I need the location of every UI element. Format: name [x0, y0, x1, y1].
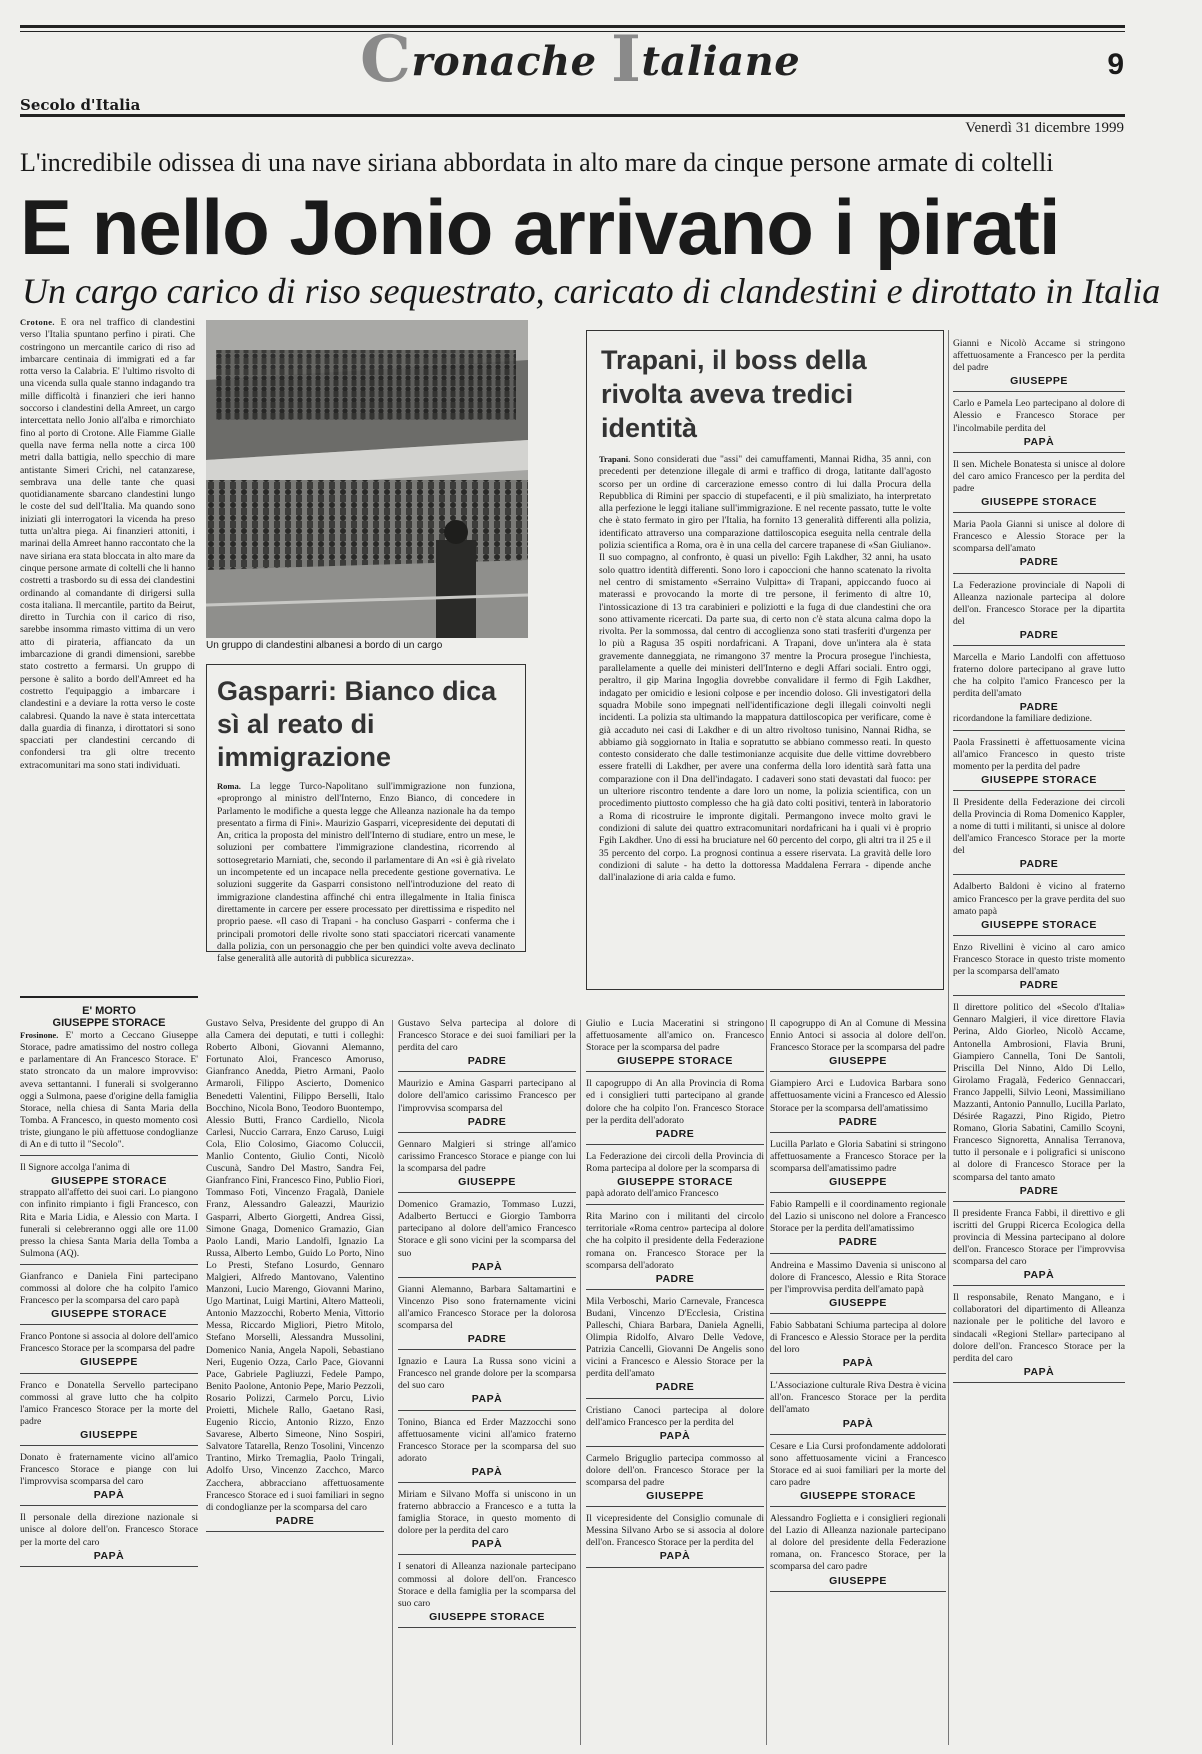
notice-text: Miriam e Silvano Moffa si uniscono in un fraterno abbraccio a Francesco e a tutta la famiglia Storace, in questo momento di dolore per la perdita del caro [398, 1489, 576, 1537]
notice-signature: PADRE [1019, 628, 1059, 641]
notice-text: E' morto a Ceccano Giuseppe Storace, padre amatissimo del nostro collega e parlamentare di An Francesco Storace. E' stato stroncato da un malore improvviso: aveva settantanni. I funerali si svolgeranno oggi a Sulmona, paese d'origine della famiglia Storace, nella chiesa di Santa Maria della Tomba. A Francesco, in questo momento così triste, giungano le più affettuose condoglianze di An e di tutto il "Secolo". [20, 1030, 198, 1151]
photo-illustration [206, 320, 528, 638]
notice-signature: PADRE [838, 1115, 878, 1128]
main-story-text: E ora nel traffico di clandestini verso l'Italia spuntano perfino i pirati. Che costringono un mercantile carico di riso ad imbarcare centinaia di immigrati ed a far rotta verso la Calabria. E' l'ultimo risvolto di una vicenda sulla quale stanno indagando tra mille difficoltà i finanzieri che ieri hanno soccorso i clandestini della Amreet, un cargo intercettata nello Jonio all'alba e rimorchiato fino al porto di Crotone. Alle Fiamme Gialle quella nave ferma nella notte a circa 100 metri dalla battigia, nello specchio di mare antistante Simeri Crichi, nel catanzarese, sembrava una delle tante che quasi quotidianamente sbarcano clandestini lungo le coste del sud dell'Italia. Ma quando sono iniziati gli interrogatori la vicenda ha preso tutta un'altra piega. Ai finanzieri attoniti, i marinai della Amreet hanno raccontato che la nave siriana era stata bloccata in alto mare da cinque persone armate di coltelli che li hanno costretti a trasbordo su di essa dei clandestini ordinando al comandante di dirigersi sulla costa italiana. Il mercantile, partito da Beirut, diretto in Turchia con il carico di riso, sarebbe insomma rimasto vittima di un vero atto di pirateria, affiancato da un imbarcazione di grandi dimensioni, sarebbe stato costretto a fermarsi. Un gruppo di persone è salito a bordo dell'Amreet ed ha costretto l'equipaggio a imbarcare i clandestini e a deviare la rotta verso le coste calabresi. Quando la nave è stata intercettata dalla guardia di finanza, i dirottatori si sono spacciati per clandestini cercando di confondersi tra gli oltre trecento extracomunitari ma sono stati individuati. [20, 317, 195, 771]
notice-text: Gianfranco e Daniela Fini partecipano commossi al dolore che ha colpito l'amico Francesco per la scomparsa del caro papà [20, 1270, 198, 1307]
notice-signature: PAPÀ [1023, 1269, 1055, 1282]
death-notice [953, 737, 1125, 791]
notice-signature: PAPÀ [471, 1393, 503, 1406]
notice-text: Carlo e Pamela Leo partecipano al dolore di Alessio e Francesco Storace per l'incolmabile perdita del [953, 398, 1125, 434]
subheadline: Un cargo carico di riso sequestrato, caricato di clandestini e dirottato in Italia [22, 271, 1161, 311]
notice-text: Domenico Gramazio, Tommaso Luzzi, Adalberto Bertucci e Giorgio Tamborra partecipano al dolore dell'amico Francesco Storace e gli sono vicini per la scomparsa del suo [398, 1199, 576, 1259]
notice-signature: PAPÀ [93, 1549, 125, 1562]
death-notice [953, 580, 1125, 646]
death-notice [953, 1292, 1125, 1383]
trapani-title: Trapani, il boss della rivolta aveva tredici identità [601, 345, 867, 443]
notice-text: Franco Pontone si associa al dolore dell'amico Francesco Storace per la scomparsa del padre [20, 1331, 198, 1355]
notice-text: L'Associazione culturale Riva Destra è vicina all'on. Francesco Storace per la perdita dell'amato [770, 1380, 946, 1416]
death-notice [586, 1513, 764, 1567]
notice-signature: PADRE [275, 1514, 315, 1527]
gasparri-text: La legge Turco-Napolitano sull'immigrazione non funziona, «proprongo al ministro dell'Interno, Enzo Bianco, di concedere in Parlamento le modifiche a questa legge che Alleanza nazionale ha da tempo presentato a firma di Fini». Maurizio Gasparri, vicepresidente dei deputati di An, critica la proposta del ministro dell'Interno di studiare, entro un mese, le soluzioni per combattere l'immigrazione clandestina, ricorrendo al sottosegretario Marniati, che, secondo il parlamentare di An «si è già rivelato un incompetente ed un incapace nella precedente gestione governativa. Le soluzioni suggerite da Gasparri consistono nell'introduzione del reato di immigrazione clandestina affinché chi entra illegalmente in Italia finisca direttamente in carcere per essere processato per direttissima e rispedito nel proprio paese. «Il caso di Trapani - ha concluso Gasparri - conferma che i principali promotori delle rivolte sono stati spacciatori ricercati vanamente dalla polizia, con un personaggio che per ben quindici volte aveva declinato false generalità alle autorità di pubblica sicurezza». [217, 781, 515, 965]
notice-signature: GIUSEPPE [829, 1574, 887, 1587]
death-notice [20, 1512, 198, 1566]
notice-text: Mila Verboschi, Mario Carnevale, Francesca Budani, Vincenzo D'Ecclesia, Cristina Palleschi, Chiara Barbara, Daniela Agnelli, Olimpia Ridolfo, Alvaro Delle Vedove, Patrizia Cancelli, Giovanni De Angelis sono vicini a Francesco e Alessio Storace per la perdita dell'amato [586, 1295, 764, 1380]
death-notice [953, 797, 1125, 876]
notice-text: La Federazione dei circoli della Provincia di Roma partecipa al dolore per la scomparsa di [586, 1150, 764, 1174]
notice-text: Andreina e Massimo Davenia si uniscono al dolore di Francesco, Alessio e Rita Storace per l'improvvisa perdita dell'amato papà [770, 1259, 946, 1295]
death-notice [586, 1296, 764, 1399]
notice-signature: PADRE [1019, 1184, 1059, 1197]
notice-text: Il presidente Franca Fabbi, il direttivo e gli iscritti del Gruppi Ricerca Ecologica della provincia di Messina partecipano al dolore dell'on. Francesco Storace per l'improvvisa scomparsa del caro [953, 1207, 1125, 1268]
death-notice [770, 1260, 946, 1314]
death-notice [586, 1211, 764, 1290]
notice-signature: GIUSEPPE STORACE [617, 1055, 733, 1068]
kicker: L'incredibile odissea di una nave siriana abbordata in alto mare da cinque persone armate di coltelli [20, 148, 1054, 177]
notice-extra: ricordandone la familiare dedizione. [953, 713, 1093, 725]
notice-signature: GIUSEPPE [80, 1356, 138, 1369]
death-notice [20, 1005, 198, 1156]
death-notice [770, 1513, 946, 1592]
notice-signature: PADRE [655, 1127, 695, 1140]
notice-text: Ignazio e Laura La Russa sono vicini a Francesco nel grande dolore per la scomparsa del suo caro [398, 1356, 576, 1392]
notice-text: Gennaro Malgieri si stringe all'amico carissimo Francesco Storace e piange con lui la scomparsa del padre [398, 1138, 576, 1174]
notice-text: Il capogruppo di An al Comune di Messina Ennio Antoci si associa al dolore dell'on. Francesco Storace per la scomparsa del padre [770, 1018, 946, 1054]
notice-signature: PAPÀ [471, 1260, 503, 1273]
notice-text: Il sen. Michele Bonatesta si unisce al dolore del caro amico Francesco per la perdita del padre [953, 458, 1125, 494]
death-notice [398, 1356, 576, 1410]
death-notice [398, 1139, 576, 1193]
notice-text: Paola Frassinetti è affettuosamente vicina all'amico Francesco in questo triste momento per la perdita del padre [953, 736, 1125, 772]
death-notice [398, 1284, 576, 1350]
death-notice [20, 1331, 198, 1373]
notice-text: La Federazione provinciale di Napoli di Alleanza nazionale partecipa al dolore dell'on. Francesco Storace per la dipartita del [953, 579, 1125, 627]
notice-signature: PAPÀ [1023, 435, 1055, 448]
notice-text: Il vicepresidente del Consiglio comunale di Messina Silvano Arbo se si associa al dolore dell'on. Francesco Storace per la perdita del [586, 1513, 764, 1549]
notice-signature: PADRE [1019, 556, 1059, 569]
notice-signature: PAPÀ [659, 1550, 691, 1563]
main-story-body [20, 316, 195, 986]
notice-signature: GIUSEPPE STORACE [617, 1176, 733, 1189]
notice-signature: PAPÀ [842, 1417, 874, 1430]
dateline: Crotone. [20, 317, 55, 327]
death-notice [398, 1489, 576, 1555]
death-notice [953, 1002, 1125, 1202]
death-notice [20, 1162, 198, 1265]
notice-dateline: Frosinone. [20, 1030, 59, 1041]
death-notice [20, 1452, 198, 1506]
notice-text: Il Signore accolga l'anima di [20, 1162, 130, 1174]
notice-text: Il responsabile, Renato Mangano, e i collaboratori del dipartimento di Alleanza nazionale per le politiche del lavoro e sindacali «Regioni Stellar» partecipano al dolore dell'on. Francesco Storace per la perdita del caro [953, 1292, 1125, 1364]
notices-column-right [953, 338, 1125, 1748]
notice-signature: PADRE [655, 1272, 695, 1285]
death-notice [770, 1139, 946, 1193]
notice-text: Adalberto Baldoni è vicino al fraterno amico Francesco per la grave perdita del suo amato papà [953, 881, 1125, 917]
notices-column-2 [206, 1018, 384, 1750]
gasparri-body [217, 780, 515, 980]
death-notice [770, 1199, 946, 1253]
notice-signature: GIUSEPPE [80, 1428, 138, 1441]
notice-text: Maria Paola Gianni si unisce al dolore di Francesco e Alessio Storace per la scomparsa dell'amato [953, 519, 1125, 555]
masthead-rule [20, 114, 1125, 117]
notice-extra: papà adorato dell'amico Francesco [586, 1188, 719, 1200]
death-notice [586, 1018, 764, 1072]
death-notice [398, 1417, 576, 1483]
issue-date: Venerdì 31 dicembre 1999 [965, 120, 1124, 136]
notice-text: Carmelo Briguglio partecipa commosso al dolore dell'on. Francesco Storace per la scomparsa del padre [586, 1452, 764, 1488]
column-separator [580, 1020, 581, 1745]
gasparri-box [206, 664, 526, 965]
notice-signature: PAPÀ [842, 1357, 874, 1370]
notice-signature: GIUSEPPE [458, 1176, 516, 1189]
notice-text: Maurizio e Amina Gasparri partecipano al dolore dell'amico carissimo Francesco per l'improvvisa scomparsa del [398, 1078, 576, 1114]
notice-text: Rita Marino con i militanti del circolo territoriale «Roma centro» partecipa al dolore che ha colpito il presidente della Federazione romana on. Francesco Storace per la scomparsa dell'adorato [586, 1211, 764, 1271]
column-separator [948, 330, 949, 1745]
notice-text: Cesare e Lia Cursi profondamente addolorati sono affettuosamente vicini a Francesco Storace ed ai suoi familiari per la morte del caro padre [770, 1440, 946, 1488]
notice-signature: PAPÀ [93, 1489, 125, 1502]
death-notice [953, 652, 1125, 731]
notice-text: Enzo Rivellini è vicino al caro amico Francesco Storace in questo triste momento per la scomparsa dell'amato [953, 941, 1125, 978]
notice-text: Il personale della direzione nazionale si unisce al dolore dell'on. Francesco Storace per la morte del caro [20, 1512, 198, 1548]
notice-signature: GIUSEPPE [829, 1176, 887, 1189]
notice-signature: PADRE [1019, 858, 1059, 871]
death-notice [953, 398, 1125, 452]
death-notice [586, 1453, 764, 1507]
notice-extra: strappato all'affetto dei suoi cari. Lo piangono con infinito rimpianto i figli Francesco, con Rita e Maria Lidia, e Alessio con Marta. I funerali si celebreranno oggi alle ore 11.00 presso la chiesa Santa Maria della Tomba a Sulmona (AQ). [20, 1187, 198, 1259]
notice-text: I senatori di Alleanza nazionale partecipano commossi al dolore dell'on. Francesco Storace e della famiglia per la scomparsa del suo caro [398, 1561, 576, 1609]
notice-signature: GIUSEPPE STORACE [981, 496, 1097, 509]
notice-text: Gustavo Selva, Presidente del gruppo di An alla Camera dei deputati, e tutti i colleghi: Roberto Alboni, Giovanni Alemanno, Fortunato Aloi, Francesco Amoruso, Gianfranco Anedda, Pietro Armani, Paolo Armaroli, Filippo Ascierto, Domenico Benedetti Valentini, Filippo Berselli, Italo Bocchino, Nicola Bono, Teodoro Buontempo, Alessio Butti, Franco Cardiello, Nicola Carlesi, Nuccio Carrara, Enzo Caruso, Luigi Cola, Elio Colosimo, Giacomo Coluccii, Manlio Contento, Giulio Conti, Nicolò Cuscunà, Sandro Del Mastro, Sandra Fei, Gianfranco Fini, Francesco Fino, Publio Fiori, Tommaso Foti, Vincenzo Fragalà, Daniele Franz, Alessandro Galeazzi, Maurizio Gasparri, Alberto Giorgetti, Andrea Gissi, Simone Gnaga, Domenico Gramazio, Gian Paolo Landi, Mario Landolfi, Ignazio La Russa, Alberto Lembo, Guido Lo Porto, Nino Lo Presti, Stefano Losurdo, Gennaro Malgieri, Alfredo Mantovano, Valentino Manzoni, Lucio Marengo, Giovanni Marino, Ugo Martinat, Luigi Martini, Altero Matteoli, Antonio Mazzocchi, Roberto Menia, Vittorio Messa, Riccardo Migliori, Pietro Mitolo, Stefano Morselli, Alessandra Mussolini, Domenico Nania, Angela Napoli, Sebastiano Neri, Eugenio Ozza, Carlo Pace, Giovanni Pace, Gabriele Pagliuzzi, Fedele Pampo, Benito Paolone, Antonio Pepe, Mario Pezzoli, Rosario Polizzi, Carmelo Porcu, Livio Proietti, Michele Rallo, Gaetano Rasi, Eugenio Riccio, Antonio Rizzo, Enzo Savarese, Alberto Simeone, Nino Sospiri, Salvatore Tatarella, Renzo Tosolini, Vincenzo Trantino, Mirko Tremaglia, Paolo Tringali, Adolfo Urso, Vincenzo Zacchco, Marco Zacchera, abbracciano affettuosamente Francesco Storace ed i suoi familiari in segno di condoglianze per la scomparsa del caro [206, 1018, 384, 1513]
notice-signature: PAPÀ [471, 1465, 503, 1478]
divider [20, 996, 198, 998]
death-notice [770, 1441, 946, 1507]
notice-signature: GIUSEPPE [829, 1296, 887, 1309]
notice-signature: PADRE [1019, 701, 1059, 714]
notice-signature: GIUSEPPE STORACE [981, 918, 1097, 931]
section-title: Cronache Italiane [360, 22, 801, 97]
notice-text: Alessandro Foglietta e i consiglieri regionali del Lazio di Alleanza nazionale partecipano al dolore del presidente della Federazione romana, on. Francesco Storace, per la scomparsa del caro padre [770, 1513, 946, 1573]
notice-signature: PADRE [467, 1115, 507, 1128]
death-notice [770, 1078, 946, 1132]
notices-column-1 [20, 1005, 198, 1750]
notice-signature: PADRE [467, 1333, 507, 1346]
notice-text: Il direttore politico del «Secolo d'Italia» Gennaro Malgieri, il vice direttore Flavia Perina, Aldo Giorleo, Nicolò Accame, Antonella Ambrosioni, Flavia Bruni, Giampiero Cannella, Toni De Santoli, Priscilla Del Ninno, Aldo Di Lello, Girolamo Fragalà, Federico Gennaccari, Franco Jappelli, Silvio Leoni, Massimiliano Mazzanti, Antonio Pannullo, Lucilla Parlato, Désirée Ragazzi, Pino Rigido, Pietro Romano, Gloria Sabatini, Camillo Scoyni, Francesco Signoretta, Annalisa Terranova, tutto il personale e i poligrafici si uniscono al dolore di Francesco Storace per la scomparsa del tanto amato [953, 1002, 1125, 1183]
notice-signature: PAPÀ [1023, 1365, 1055, 1378]
news-photo [206, 320, 528, 638]
notice-signature: PAPÀ [659, 1429, 691, 1442]
notice-text: Giulio e Lucia Maceratini si stringono affettuosamente all'amico on. Francesco Storace per la scomparsa del padre [586, 1018, 764, 1054]
notices-column-5 [770, 1018, 946, 1750]
death-notice [953, 942, 1125, 996]
headline: E nello Jonio arrivano i pirati [20, 183, 1060, 271]
trapani-box [586, 330, 944, 990]
notice-signature: GIUSEPPE STORACE [800, 1490, 916, 1502]
death-notice [586, 1405, 764, 1447]
notice-signature: PADRE [655, 1381, 695, 1394]
notice-signature: PADRE [838, 1236, 878, 1249]
notice-signature: GIUSEPPE STORACE [51, 1175, 167, 1188]
notice-signature: PADRE [1019, 979, 1059, 992]
notice-heading: GIUSEPPE STORACE [52, 1017, 166, 1030]
death-notice [770, 1018, 946, 1072]
death-notice [953, 519, 1125, 573]
notice-text: Gustavo Selva partecipa al dolore di Francesco Storace e dei suoi familiari per la perdita del caro [398, 1018, 576, 1054]
gasparri-title: Gasparri: Bianco dica sì al reato di immigrazione [217, 676, 497, 772]
notice-signature: PAPÀ [471, 1538, 503, 1551]
death-notice [586, 1078, 764, 1144]
death-notice [398, 1018, 576, 1072]
notice-signature: GIUSEPPE STORACE [981, 773, 1097, 786]
trapani-text: Sono considerati due "assi" dei camuffamenti, Mannai Ridha, 35 anni, con precedenti per detenzione illegale di armi e traffico di droga, latitante dall'agosto scorso per un ordine di carcerazione emesso contro di lui dalla Procura della Repubblica di Rimini per spaccio di stupefacenti, e il più smaliziato, ha interpretato alla perfezione le leggi italiane sull'immigrazione. E nel recente passato, tutte le volte che è stato fermato in giro per l'Italia, ha fornito 13 generalità differenti alla polizia, identificato attraverso una comparazione dattiloscopica eseguita nella centrale della polizia scientifica a Roma, ora è in una cella del carcere trapanese di «San Giuliano». Il suo compagno, al confronto, è quasi un pivello: Fgih Lakdher, 32 anni, ha usato solo quattro identità differenti. Sono loro i capoccioni che hanno scatenato la rivolta nel centro di smistamento «Serraino Vulpitta» di Trapani, appiccando fuoco ai materassi e provocando la morte di tre persone, il ferimento di altre 10, l'intossicazione di 13 tra carabinieri e poliziotti e la fuga di due clandestini che ora sono attivamente ricercati. Da parte sua, di certo non c'è stata alcuna calma dopo la rivolta. Per la sommossa, dal centro di accoglienza sono stati trasferiti d'urgenza per lo più a Ragusa 35 ospiti nordafricani. A Trapani, dove un'intera ala è stata gravemente danneggiata, ne rimangono 37 mentre la Procura prosegue l'inchiesta, parallelamente a quelle dei ministeri dell'Interno e degli Affari sociali. Entro oggi, peraltro, il gip Marina Ingoglia dovrebbe convalidare il fermo di Fgih Lakdher, indagato per omicidio e lesioni colpose e per incendio doloso. Gli investigatori della squadra Mobile sono impegnati nell'identificazione degli illegali coinvolti negli incidenti. La polizia sta ultimando la mappatura dattiloscopica per verificare, come è già accaduto nei casi di Lakdher e di un altro rivoltoso tunisino, Nannai Ridha, se abbiamo già soggiornato in Italia e sopratutto se abbiano commesso reati. In questo contesto considerato che dalle testimonianze acquisite due delle vittime dovrebbero essere fratelli di Lakdher, per avere una conferma della loro identità sarà fatta una comparazione con il Dna dell'indagato. I cadaveri sono stati devastati dal fuoco: per un ulteriore riscontro tendente a dare loro un nome, la polizia scientifica, con un procedimento piuttosto complesso che ha già dato colti positivi, tenterà in laboratorio a Roma di ricostruire le impronte digitali. Permangono invece molto gravi le condizioni di salute dei quattro extracomunitari nordafricani ha i quali vi è proprio Fgih Lakdher. Uno di essi ha bruciature nel 60 percento del corpo, gli altri tra il 25 e il 35 percento del corpo. La prognosi continua a essere riservata. La gravità delle loro condizioni di salute - ha detto la dottoressa Maddalena Ferrara - dipende anche dall'inalazione di aria calda e fumo. [599, 454, 931, 884]
death-notice [953, 881, 1125, 935]
notice-signature: GIUSEPPE STORACE [429, 1610, 545, 1623]
death-notice [398, 1078, 576, 1132]
notice-text: Lucilla Parlato e Gloria Sabatini si stringono affettuosamente a Francesco Storace per la scomparsa dell'amatissimo padre [770, 1138, 946, 1174]
notice-text: Gianni Alemanno, Barbara Saltamartini e Vincenzo Piso sono fraternamente vicini all'amico Francesco Storace per la dolorosa scomparsa del [398, 1283, 576, 1331]
notices-column-3 [398, 1018, 576, 1750]
death-notice [770, 1380, 946, 1434]
death-notice [206, 1018, 384, 1532]
notice-signature: GIUSEPPE STORACE [51, 1308, 167, 1321]
column-separator [766, 1020, 767, 1745]
trapani-dateline: Trapani. [599, 454, 631, 464]
notice-signature: GIUSEPPE [1010, 375, 1068, 388]
gasparri-dateline: Roma. [217, 781, 241, 791]
death-notice [398, 1199, 576, 1278]
notice-heading: E' MORTO [82, 1005, 136, 1017]
notice-signature: PADRE [467, 1055, 507, 1068]
death-notice [770, 1320, 946, 1374]
death-notice [398, 1561, 576, 1627]
notice-text: Marcella e Mario Landolfi con affettuoso fraterno dolore partecipano al grave lutto che ha colpito l'amico Francesco per la perdita dell'amato [953, 651, 1125, 700]
page-number: 9 [1107, 48, 1124, 81]
death-notice [20, 1271, 198, 1325]
notice-text: Donato è fraternamente vicino all'amico Francesco Storace e piange con lui l'improvvisa scomparsa del caro [20, 1452, 198, 1488]
notice-text: Fabio Sabbatani Schiuma partecipa al dolore di Francesco e Alessio Storace per la perdita del loro [770, 1319, 946, 1356]
photo-caption: Un gruppo di clandestini albanesi a bordo di un cargo [206, 640, 443, 651]
notice-text: Fabio Rampelli e il coordinamento regionale del Lazio si uniscono nel dolore a Francesco Storace per la perdita dell'amatissimo [770, 1199, 946, 1235]
notice-text: Tonino, Bianca ed Erder Mazzocchi sono affettuosamente vicini all'amico fraterno Francesco Storace per la scomparsa del suo adorato [398, 1416, 576, 1464]
death-notice [20, 1380, 198, 1446]
notice-text: Gianni e Nicolò Accame si stringono affettuosamente a Francesco per la perdita del padre [953, 338, 1125, 374]
notice-text: Giampiero Arci e Ludovica Barbara sono affettuosamente vicini a Francesco ed Alessio Storace per la scomparsa dell'amatissimo [770, 1078, 946, 1114]
notice-text: Cristiano Canoci partecipa al dolore dell'amico Francesco per la perdita del [586, 1404, 764, 1428]
notice-signature: GIUSEPPE [829, 1055, 887, 1068]
notice-text: Il Presidente della Federazione dei circoli della Provincia di Roma Domenico Kappler, a nome di tutti i militanti, si unisce al dolore dell'amico Francesco Storace per la morte del [953, 796, 1125, 857]
column-separator [392, 1020, 393, 1745]
notice-text: Franco e Donatella Servello partecipano commossi al grave lutto che ha colpito l'amico Francesco Storace per la morte del padre [20, 1379, 198, 1427]
death-notice [953, 338, 1125, 392]
trapani-body [599, 453, 931, 1023]
notice-text: Il capogruppo di An alla Provincia di Roma ed i consiglieri tutti partecipano al grande dolore che ha colpito l'on. Francesco Storace per la perdita dell'adorato [586, 1078, 764, 1126]
notice-signature: GIUSEPPE [646, 1490, 704, 1503]
death-notice [953, 459, 1125, 513]
paper-name: Secolo d'Italia [20, 96, 141, 114]
death-notice [586, 1151, 764, 1205]
death-notice [953, 1208, 1125, 1287]
notices-column-4 [586, 1018, 764, 1750]
